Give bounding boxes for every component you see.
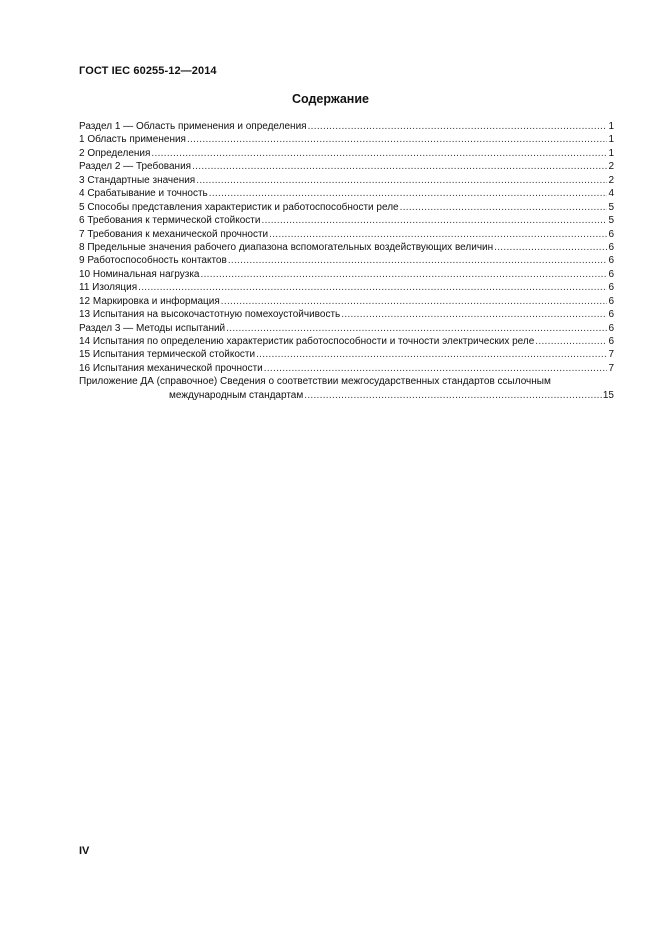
toc-entry-page: 5	[608, 215, 614, 227]
toc-entry-label: 9 Работоспособность контактов	[79, 255, 227, 267]
standard-header: ГОСТ IEC 60255-12—2014	[79, 65, 217, 77]
toc-entry-page: 1	[608, 121, 614, 132]
toc-dot-leader	[264, 362, 608, 375]
toc-entry-page: 2	[608, 161, 614, 173]
toc-dot-leader	[308, 120, 608, 133]
toc-dot-leader	[535, 335, 607, 348]
toc-dot-leader	[256, 348, 607, 361]
toc-entry-label: Раздел 2 — Требования	[79, 161, 192, 173]
toc-entry[interactable]	[79, 308, 614, 321]
toc-dot-leader	[221, 295, 608, 308]
toc-entry[interactable]	[79, 241, 614, 254]
toc-entry[interactable]	[79, 187, 614, 200]
toc-entry-page: 7	[608, 349, 614, 361]
toc-dot-leader	[138, 281, 607, 294]
toc-dot-leader	[269, 228, 607, 241]
toc-entry-page: 6	[608, 241, 614, 253]
toc-entry-label: 16 Испытания механической прочности	[79, 362, 263, 374]
toc-entry-label: 6 Требования к термической стойкости	[79, 215, 261, 227]
toc-entry-label: 7 Требования к механической прочности	[79, 228, 269, 240]
toc-entry-label: 11 Изоляция	[79, 282, 138, 294]
toc-entry[interactable]	[79, 268, 614, 281]
toc-entry-page: 6	[608, 295, 614, 307]
toc-entry-label: 1 Область применения	[79, 134, 186, 146]
toc-entry[interactable]	[79, 214, 614, 227]
toc-dot-leader	[494, 241, 607, 254]
toc-entry-label: 2 Определения	[79, 147, 151, 159]
toc-dot-leader	[261, 214, 607, 227]
toc-entry-label: Приложение ДА (справочное) Сведения о соответствии межгосударственных стандартов ссылочным	[79, 376, 551, 388]
toc-entry-annex[interactable]	[79, 375, 614, 402]
toc-entry[interactable]	[79, 174, 614, 187]
toc-entry-label: 15 Испытания термической стойкости	[79, 349, 256, 361]
toc-entry[interactable]	[79, 120, 614, 133]
toc-entry-page: 15	[602, 389, 614, 401]
toc-entry-page: 6	[608, 268, 614, 280]
toc-entry-page: 7	[608, 362, 614, 374]
toc-entry[interactable]	[79, 322, 614, 335]
toc-entry-label: международным стандартам	[169, 389, 304, 401]
toc-entry-page: 2	[608, 174, 614, 186]
toc-entry-label: Раздел 1 — Область применения и определения	[79, 121, 307, 132]
toc-entry-page: 4	[608, 188, 614, 200]
toc-entry[interactable]	[79, 228, 614, 241]
toc-entry-page: 6	[608, 309, 614, 321]
toc-dot-leader	[200, 268, 607, 281]
toc-entry-page: 1	[608, 134, 614, 146]
toc-dot-leader	[187, 133, 607, 146]
toc-entry[interactable]	[79, 281, 614, 294]
toc-dot-leader	[196, 174, 607, 187]
toc-entry[interactable]	[79, 147, 614, 160]
toc-entry-label: 12 Маркировка и информация	[79, 295, 220, 307]
toc-dot-leader	[151, 147, 607, 160]
toc-entry-label: 5 Способы представления характеристик и работоспособности реле	[79, 201, 399, 213]
toc-entry[interactable]	[79, 348, 614, 361]
toc-entry[interactable]	[79, 254, 614, 267]
toc-entry-continuation	[79, 389, 614, 402]
table-of-contents	[79, 120, 614, 402]
toc-entry-page: 6	[608, 322, 614, 334]
toc-dot-leader	[192, 160, 607, 173]
page-number: IV	[79, 845, 90, 857]
toc-entry-label: 4 Срабатывание и точность	[79, 188, 208, 200]
toc-dot-leader	[400, 201, 608, 214]
toc-entry-label: 8 Предельные значения рабочего диапазона вспомогательных воздействующих величин	[79, 241, 494, 253]
toc-entry[interactable]	[79, 295, 614, 308]
toc-entry-page: 6	[608, 228, 614, 240]
toc-entry-page: 6	[608, 255, 614, 267]
toc-dot-leader	[228, 254, 608, 267]
toc-entry-label: Раздел 3 — Методы испытаний	[79, 322, 226, 334]
toc-entry-page: 6	[608, 282, 614, 294]
toc-entry-label: 13 Испытания на высокочастотную помехоустойчивость	[79, 309, 341, 321]
toc-dot-leader	[304, 389, 602, 402]
toc-entry-label: 3 Стандартные значения	[79, 174, 196, 186]
toc-entry[interactable]	[79, 160, 614, 173]
toc-entry-page: 5	[608, 201, 614, 213]
toc-entry-label: 10 Номинальная нагрузка	[79, 268, 200, 280]
toc-dot-leader	[341, 308, 607, 321]
toc-entry[interactable]	[79, 335, 614, 348]
toc-entry-page: 6	[608, 336, 614, 347]
toc-entry-label: 14 Испытания по определению характеристик работоспособности и точности электрических реле	[79, 336, 535, 347]
toc-dot-leader	[226, 322, 607, 335]
toc-entry[interactable]	[79, 133, 614, 146]
toc-entry[interactable]	[79, 362, 614, 375]
toc-title: Содержание	[291, 92, 369, 106]
toc-entry-page: 1	[608, 147, 614, 159]
toc-dot-leader	[209, 187, 608, 200]
toc-entry[interactable]	[79, 201, 614, 214]
